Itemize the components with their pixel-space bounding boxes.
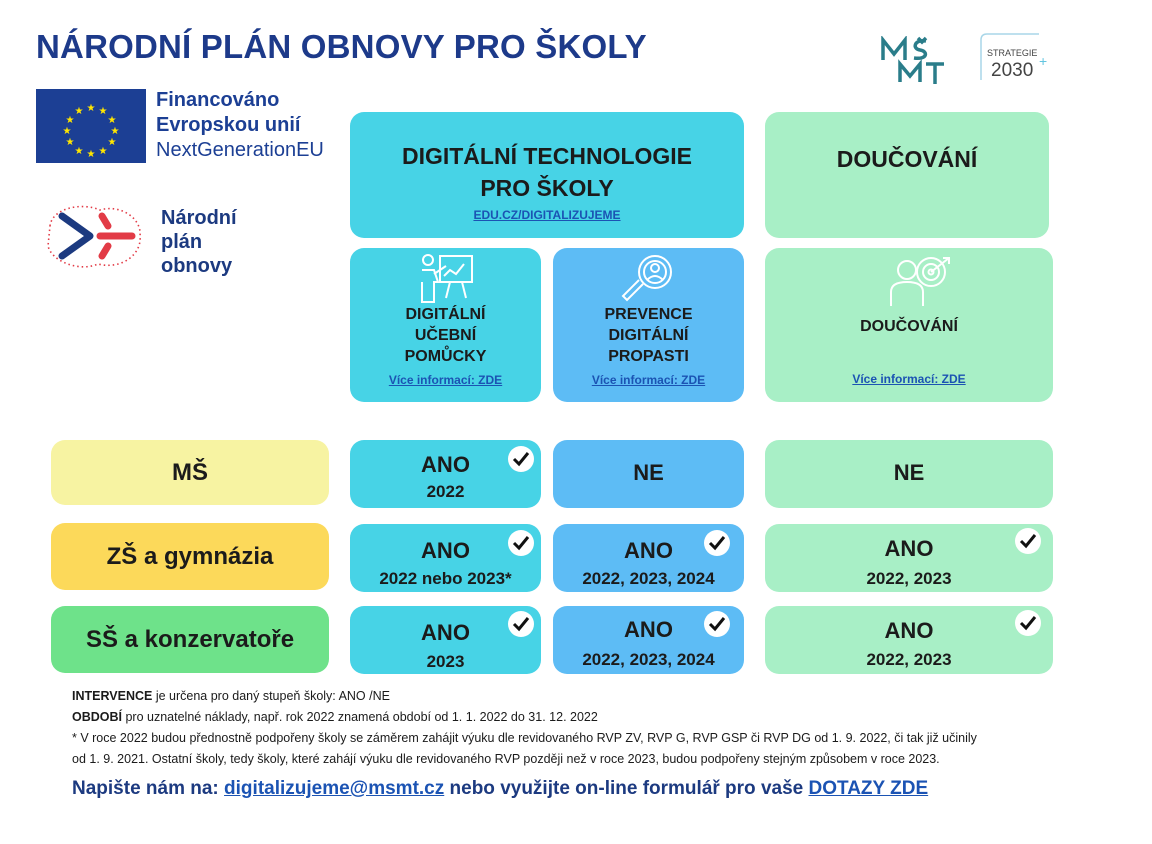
strategie-small-text: STRATEGIE [987, 48, 1038, 58]
contact-middle: nebo využijte on-line formulář pro vaše [444, 778, 809, 799]
cat1-more-info-link[interactable]: Více informací: ZDE [388, 373, 503, 387]
check-icon [508, 446, 534, 472]
row2-cell1-main: ANO [421, 538, 470, 563]
svg-text:+: + [1039, 53, 1048, 69]
row1-cell-tutoring [765, 440, 1053, 508]
contact-questions-link[interactable]: DOTAZY ZDE [808, 778, 929, 799]
contact-prefix: Napište nám na: [72, 778, 225, 799]
svg-text:★: ★ [98, 106, 108, 117]
svg-text:★: ★ [65, 115, 75, 126]
row2-cell1-sub: 2022 nebo 2023* [379, 569, 512, 588]
row2-cell-digital-aids [350, 524, 541, 592]
note-obdobi-text: pro uznatelné náklady, např. rok 2022 znamená období od 1. 1. 2022 do 31. 12. 2022 [122, 710, 598, 724]
note-obdobi-bold: OBDOBÍ [72, 710, 122, 724]
row2-cell2-sub: 2022, 2023, 2024 [582, 569, 715, 588]
svg-text:★: ★ [62, 126, 72, 137]
digital-title-line-1: DIGITÁLNÍ TECHNOLOGIE [401, 143, 693, 169]
svg-text:★: ★ [98, 146, 108, 157]
npo-line-1: Národní [161, 207, 237, 229]
check-icon [508, 611, 534, 637]
npo-line-2: plán [161, 231, 203, 253]
row3-cell1-main: ANO [421, 620, 470, 645]
footnote-line-1: * V roce 2022 budou přednostně podpořeny školy se záměrem zahájit výuku dle revidovaného RVP ZV, RVP G, RVP GSP či RVP DG od 1. 9. 2022, či tak již učinily [72, 731, 977, 745]
row1-cell-digital-gap [553, 440, 744, 508]
row3-cell3-main: ANO [884, 618, 934, 643]
row3-cell2-main: ANO [624, 617, 673, 642]
doucovani-header [765, 112, 1049, 238]
category-digital-aids [350, 248, 541, 402]
row2-cell3-sub: 2022, 2023 [866, 569, 952, 588]
digital-link[interactable]: EDU.CZ/DIGITALIZUJEME [473, 208, 621, 222]
doucovani-title: DOUČOVÁNÍ [836, 146, 978, 172]
note-intervence-bold: INTERVENCE [72, 689, 153, 703]
row2-cell-tutoring [765, 524, 1053, 592]
row3-cell-tutoring [765, 606, 1053, 674]
strategie-big-text: 2030 [991, 60, 1034, 81]
strategie-2030-logo [975, 32, 1055, 86]
check-icon [1015, 610, 1041, 636]
digital-technologies-header [350, 112, 744, 238]
row3-cell2-sub: 2022, 2023, 2024 [582, 650, 715, 669]
row2-cell3-main: ANO [884, 536, 934, 561]
svg-text:★: ★ [74, 106, 84, 117]
svg-text:★: ★ [74, 146, 84, 157]
notes [72, 686, 1062, 770]
check-icon [508, 530, 534, 556]
row3-cell3-sub: 2022, 2023 [866, 650, 952, 669]
footnote-line-2: od 1. 9. 2021. Ostatní školy, tedy školy, které zahájí výuku dle revidovaného RVP později než v roce 2023, budou podpořeny stejným způsobem v roce 2023. [72, 752, 940, 766]
row-label-zs: ZŠ a gymnázia [51, 523, 329, 590]
contact-email-link[interactable]: digitalizujeme@msmt.cz [224, 778, 445, 799]
npo-text [161, 206, 237, 278]
row1-cell1-main: ANO [421, 452, 470, 477]
svg-text:★: ★ [107, 115, 117, 126]
note-intervence-text: je určena pro daný stupeň školy: ANO /NE [152, 689, 390, 703]
svg-text:★: ★ [86, 149, 96, 160]
cat1-line-3: POMŮCKY [404, 348, 487, 365]
category-digital-gap [553, 248, 744, 402]
person-target-icon [885, 254, 955, 308]
svg-text:★: ★ [86, 103, 96, 114]
cat2-line-1: PREVENCE [604, 306, 693, 323]
check-icon [704, 530, 730, 556]
row2-cell2-main: ANO [624, 538, 673, 563]
row3-cell-digital-gap [553, 606, 744, 674]
magnifier-person-icon [617, 252, 679, 304]
row3-cell1-sub: 2023 [426, 652, 465, 671]
digital-title-line-2: PRO ŠKOLY [480, 175, 614, 201]
npo-logo-icon [42, 196, 147, 276]
check-icon [1015, 528, 1041, 554]
svg-text:★: ★ [107, 137, 117, 148]
row1-cell1-sub: 2022 [426, 482, 465, 501]
cat3-more-info-link[interactable]: Více informací: ZDE [852, 372, 966, 386]
eu-flag-logo [36, 89, 146, 163]
row1-cell3-main: NE [893, 460, 925, 485]
eu-funding-text [156, 88, 324, 163]
page-title: NÁRODNÍ PLÁN OBNOVY PRO ŠKOLY [36, 28, 647, 65]
eu-line-2: Evropskou unií [156, 114, 301, 136]
note-obdobi [72, 707, 1062, 728]
svg-text:★: ★ [110, 126, 120, 137]
svg-text:★: ★ [65, 137, 75, 148]
contact-line [72, 778, 928, 800]
cat1-line-2: UČEBNÍ [414, 327, 477, 344]
cat2-more-info-link[interactable]: Více informací: ZDE [591, 373, 706, 387]
eu-line-3: NextGenerationEU [156, 139, 324, 161]
row-label-ms: MŠ [51, 440, 329, 505]
row1-cell-digital-aids [350, 440, 541, 508]
cat2-line-2: DIGITÁLNÍ [608, 327, 689, 344]
cat3-line-1: DOUČOVÁNÍ [860, 318, 958, 335]
category-tutoring [765, 248, 1053, 402]
row-label-ss: SŠ a konzervatoře [51, 606, 329, 673]
row3-cell-digital-aids [350, 606, 541, 674]
row1-cell2-main: NE [633, 460, 664, 485]
row2-cell-digital-gap [553, 524, 744, 592]
eu-line-1: Financováno [156, 89, 280, 111]
note-intervence [72, 686, 1062, 707]
npo-line-3: obnovy [161, 255, 233, 277]
cat2-line-3: PROPASTI [608, 348, 689, 365]
msmt-logo [880, 36, 948, 86]
teacher-board-icon [416, 252, 476, 304]
cat1-line-1: DIGITÁLNÍ [405, 306, 486, 323]
check-icon [704, 611, 730, 637]
